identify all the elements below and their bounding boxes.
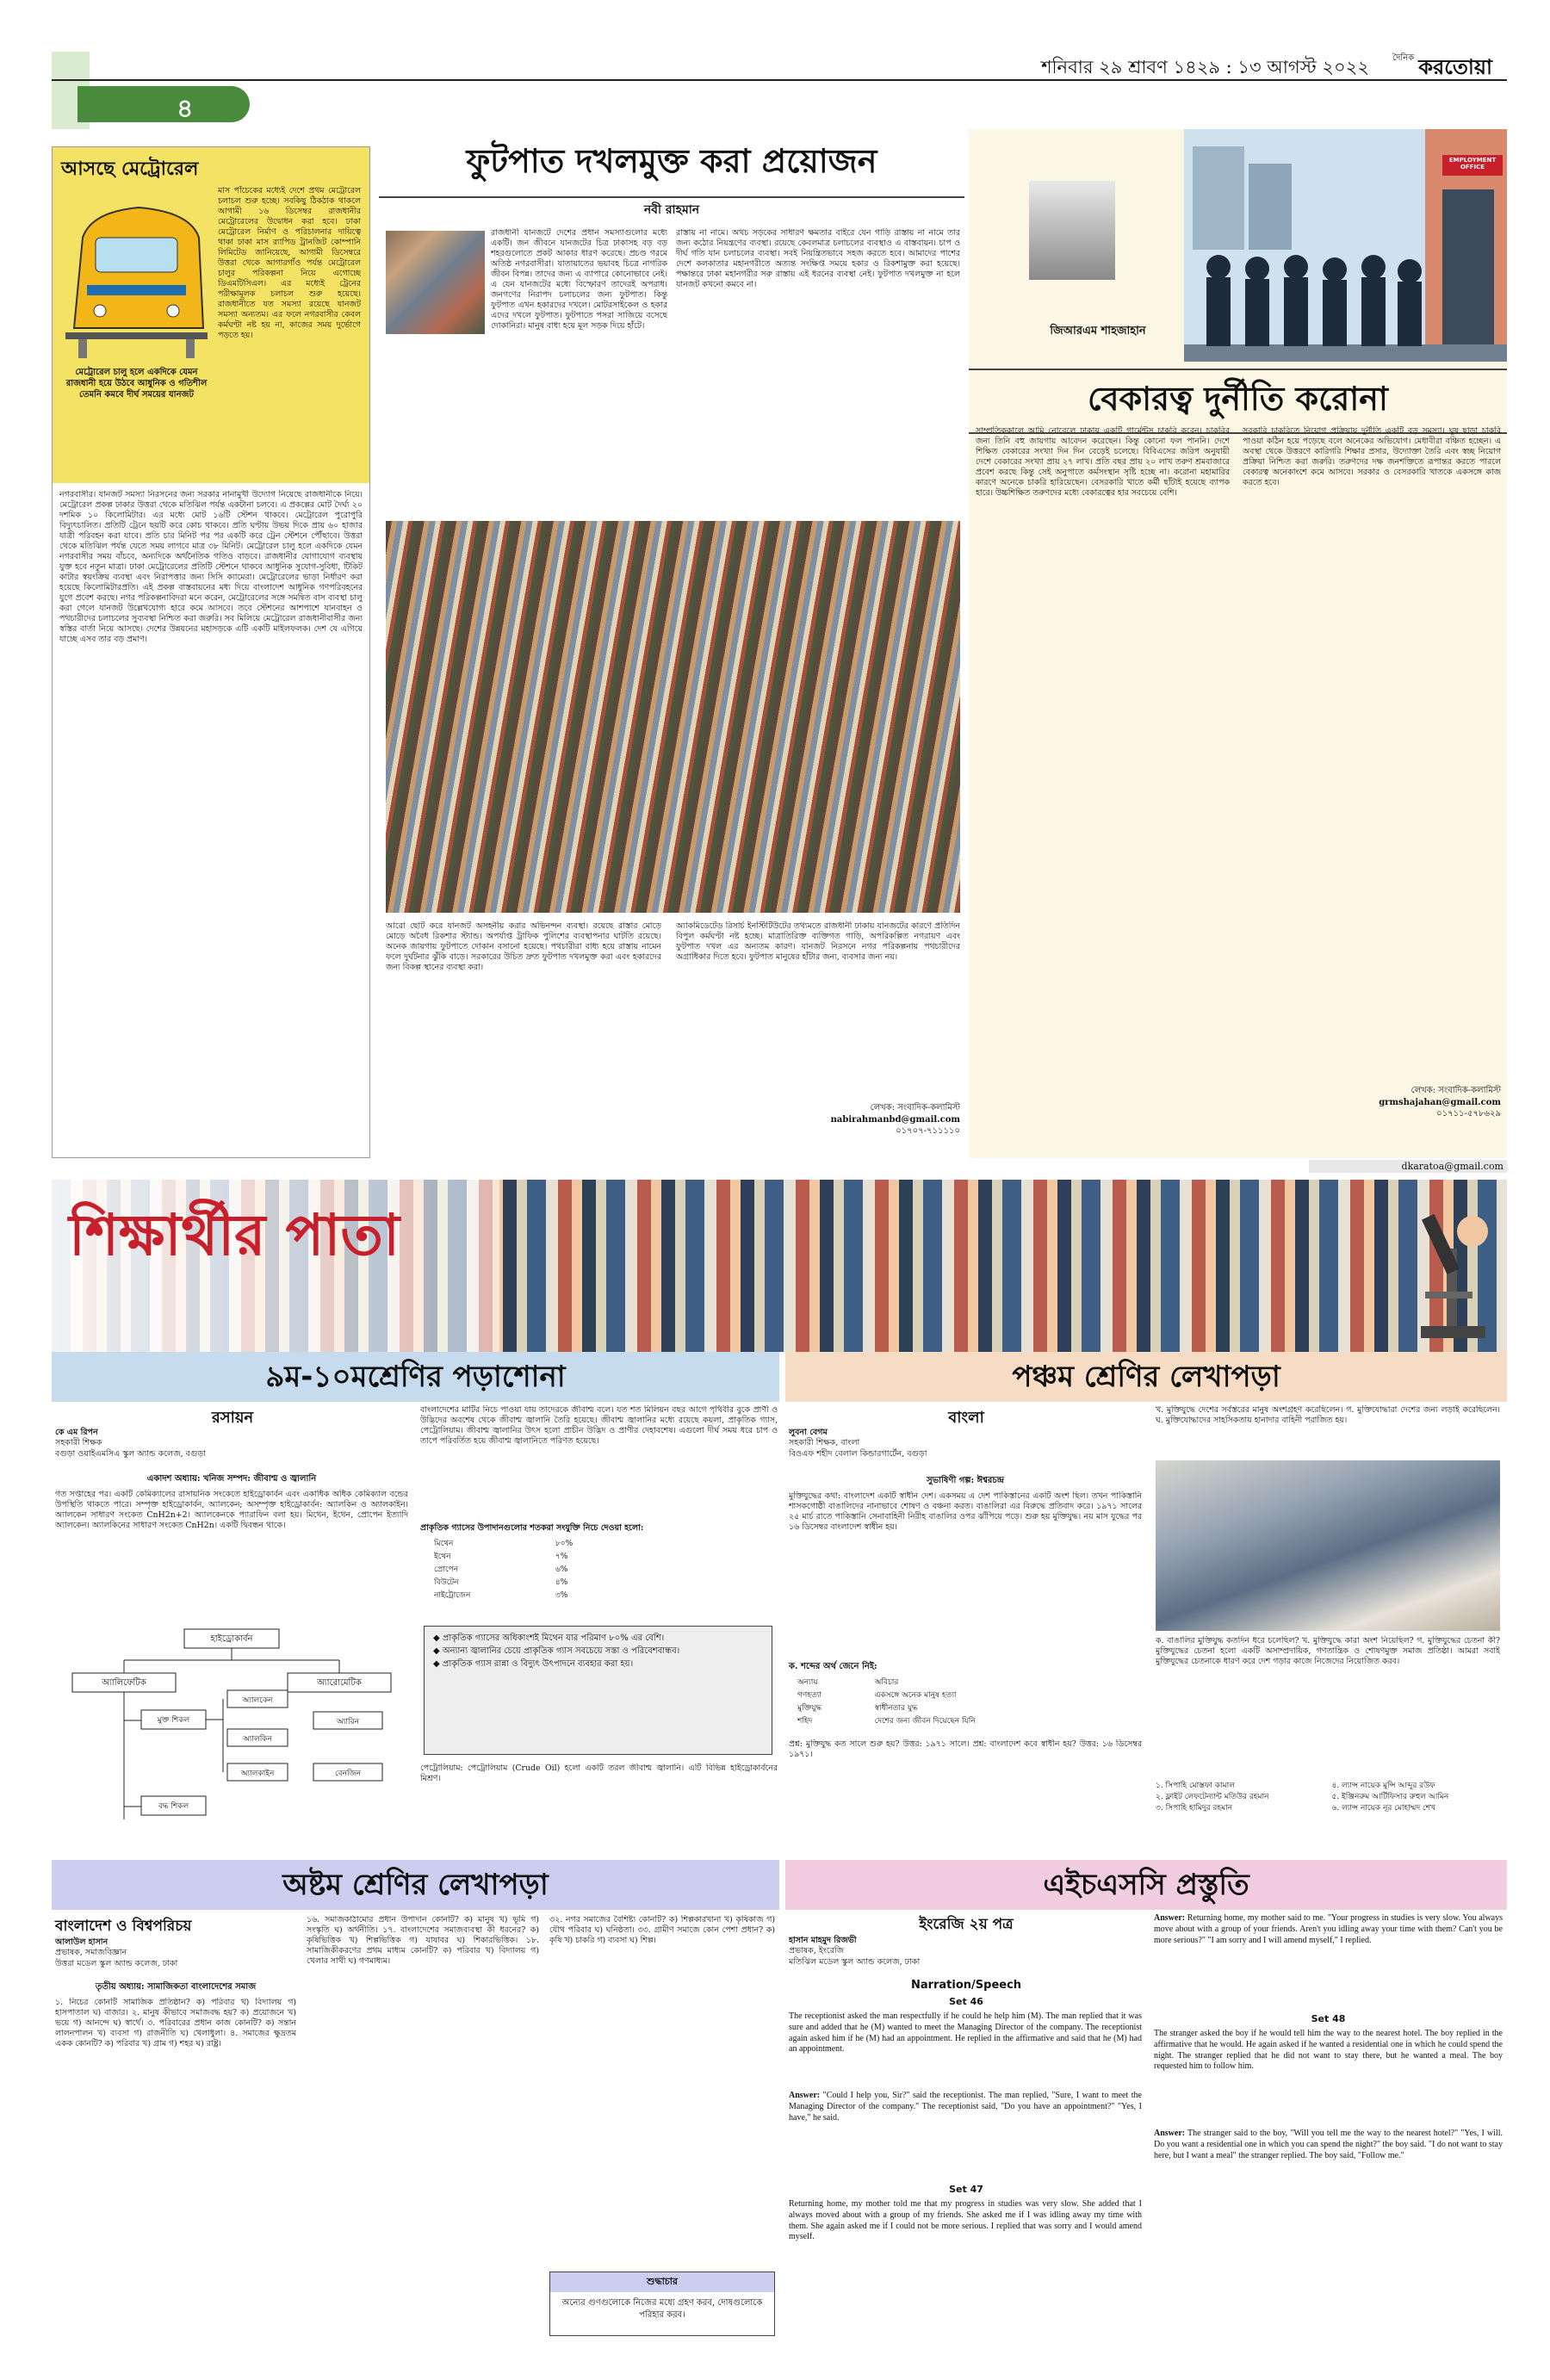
set46-title: Set 46 <box>949 1996 983 2007</box>
street-photo <box>386 521 960 913</box>
masthead <box>1378 52 1507 79</box>
flow-item-5: অ্যালকিন <box>243 1735 272 1744</box>
teacher-school: উত্তরা মডেল স্কুল অ্যান্ড কলেজ, ঢাকা <box>55 1958 178 1968</box>
gas-facts-box <box>424 1626 772 1755</box>
list-item: ১. সিপাহি মোস্তফা কামাল <box>1156 1782 1235 1790</box>
class5-teacher <box>789 1428 1142 1460</box>
table-row: মিথেন ৮০% <box>434 1540 574 1548</box>
class5-body: মুক্তিযুদ্ধের কথা: বাংলাদেশ একটি স্বাধীন দেশ। একসময় এ দেশ পাকিস্তানের একটি অংশ ছিল। তখন পাকিস্তানি শাসকগোষ্ঠী বাঙালিদের নানাভাবে শোষণ ও বঞ্চনা করত। বাঙালিরা এর বিরুদ্ধে প্রতিবাদ করে। ১৯৭১ সালের ২৫ মার্চ রাতে পাকিস্তানি সেনাবাহিনী নিরীহ বাঙালির ওপর ঝাঁপিয়ে পড়ে। শুরু হয় মুক্তিযুদ্ধ। নয় মাস যুদ্ধের পর ১৬ ডিসেম্বর বাংলাদেশ স্বাধীন হয়। <box>789 1491 1142 1533</box>
teacher-name: হাসান মাহমুদ রিজভী <box>789 1936 857 1945</box>
hsc-heading: এইচএসসি প্রস্তুতি <box>785 1860 1507 1910</box>
footpath-col3: আরো ছোট করে যানজট অসহনীয় করার অভিনন্দন ব্যবস্থা। রয়েছে রাস্তার মোড়ে মোড়ে অবৈধ রিকশার স্ট্যান্ড। অপর্যাপ্ত ট্রাফিক পুলিশের ব্যবস্থাপনার ঘাটতি রয়েছে। অনেক জায়গায় ফুটপাতে দোকান বসানো হয়েছে। পথচারীরা বাধ্য হয়ে রাস্তায় নামেন ফলে দুর্ঘটনার ঝুঁকি বাড়ে। সরকারের উচিত দ্রুত ফুটপাত দখলমুক্ত করা এবং হকারদের জন্য বিকল্প স্থানের ব্যবস্থা করা। <box>386 921 661 973</box>
web-address[interactable]: dkaratoa@gmail.com <box>1309 1160 1507 1173</box>
footpath-author: নবী রাহমান <box>643 203 700 217</box>
hsc-topic: Narration/Speech <box>910 1979 1022 1992</box>
list-item: ৬. ল্যান্স নায়েক নূর মোহাম্মদ শেখ <box>1331 1804 1435 1813</box>
list-item: ৫. ইঞ্জিনরুম আর্টিফিসার রুহুল আমিন <box>1331 1793 1449 1802</box>
hsc-section <box>785 1860 1507 2342</box>
hsc-subject: ইংরেজি ২য় পত্র <box>919 1916 1014 1933</box>
list-item: ◆ প্রাকৃতিক গ্যাসের অধিকাংশই মিথেন যার পরিমাণ ৮০% এর বেশি। <box>433 1633 665 1643</box>
set46-answer: Answer: "Could I help you, Sir?" said the receptionist. The man replied, "Sure, I want to meet the Managing Director of the company." The receptionist said, "Do you have an appointment?" "Yes, I have," he said. <box>789 2091 1142 2123</box>
flow-item-4: অ্যালকেন <box>242 1696 273 1705</box>
date-line: শনিবার ২৯ শ্রাবণ ১৪২৯ : ১৩ আগস্ট ২০২২ <box>1041 57 1369 77</box>
class8-chapter: তৃতীয় অধ্যায়: সামাজিকতা বাংলাদেশের সমাজ <box>95 1982 257 1992</box>
teacher-role: প্রভাষক, ইংরেজি <box>789 1946 845 1956</box>
class8-mcq-1: ১. নিচের কোনটি সামাজিক প্রতিষ্ঠান? ক) পরিবার খ) বিদ্যালয় গ) হাসপাতাল ঘ) বাজার। ২. মানুষ কীভাবে সমাজবদ্ধ হয়? ক) প্রয়োজনে খ) ভয়ে গ) আনন্দে ঘ) স্বার্থে। ৩. পরিবারের প্রধান কাজ কোনটি? ক) সন্তান লালনপালন খ) ব্যবসা গ) রাজনীতি ঘ) খেলাধুলা। ৪. সমাজের ক্ষুদ্রতম একক কোনটি? ক) পরিবার খ) গ্রাম গ) শহর ঘ) রাষ্ট্র। <box>55 1998 296 2049</box>
table-row: বিউটেন ৪% <box>434 1578 568 1587</box>
footpath-col2: রাস্তায় না নামে। অথচ সড়কের সাধারণ ক্ষমতার বাইরে যেন গাড়ি রাস্তায় না নামে তার জন্য কঠোর নিয়ন্ত্রণের ব্যবস্থা। রয়েছে কেবলমাত্র চলাচলের ব্যবস্থাও এ বাস্তবায়ন। চাপ ও দীর্ঘ গতি যান চলাচলের ব্যবস্থা। সবই নিয়ন্ত্রিতভাবে সহজ করতে হবে। আমাদের পাশের দেশে কলকাতার মহানগরীতে অত্যন্ত সংক্ষিপ্ত সময়ে হকার ও রিকশামুক্ত করা হয়েছে। পক্ষান্তরে ঢাকা মহানগরীর সরু রাস্তায় এই ধরনের ব্যবস্থা নেই। ফুটপাত দখলমুক্ত না হলে যানজট কখনো কমবে না। <box>676 228 960 290</box>
teacher-name: আলাউল হাসান <box>55 1937 108 1947</box>
answer-label: Answer: <box>1154 2129 1186 2138</box>
unemployment-author: জিআরএম শাহজাহান <box>1050 325 1146 338</box>
teacher-school: মতিঝিল মডেল স্কুল অ্যান্ড কলেজ, ঢাকা <box>789 1956 921 1967</box>
metro-caption: মেট্রোরেল চালু হলে একদিকে যেমন রাজধানী হয়ে উঠবে আধুনিক ও গতিশীল তেমনি কমবে দীর্ঘ সময়ের যানজট <box>65 368 208 400</box>
footpath-byline <box>676 1102 960 1137</box>
list-item: ◆ প্রাকৃতিক গ্যাস রান্না ও বিদ্যুৎ উৎপাদনে ব্যবহার করা হয়। <box>433 1659 634 1669</box>
author-photo-nabi <box>386 231 485 334</box>
flow-item-7: অ্যারিন <box>337 1718 359 1726</box>
flow-box-label: হাইড্রোকার্বন <box>210 1634 253 1644</box>
metro-title: আসছে মেট্রোরেল <box>61 158 199 180</box>
masthead-small: দৈনিক <box>1392 53 1415 63</box>
metro-body-2: নগরবাসীর। যানজট সমস্যা নিরসনের জন্য সরকার নানামুখী উদ্যোগ নিয়েছে রাজধানীকে নিয়ে। মেট্রোরেল প্রকল্প ঢাকার উত্তরা থেকে মতিঝিল পর্যন্ত একটানা চলবে। এ প্রকল্পের মোট দৈর্ঘ্য ২০ দশমিক ১০ কিলোমিটার। এর মধ্যে মোট ১৬টি স্টেশন থাকবে। মেট্রোরেল পুরোপুরি বিদ্যুৎচালিত। প্রতিটি ট্রেনে ছয়টি করে কোচ থাকবে। প্রতি ঘণ্টায় উভয় দিকে প্রায় ৬০ হাজার যাত্রী পরিবহন করা যাবে। প্রতি চার মিনিট পর পর একটি করে ট্রেন স্টেশনে পৌঁছাবে। উত্তরা থেকে মতিঝিল পর্যন্ত যেতে সময় লাগবে মাত্র ৩৮ মিনিট। মেট্রোরেল চালু হলে একদিকে যেমন নগরবাসীর সময় বাঁচবে, অন্যদিকে অর্থনৈতিক গতিও বাড়বে। রাজধানীর যোগাযোগ ব্যবস্থায় যুক্ত হবে নতুন মাত্রা। ঢাকা মেট্রোরেলের প্রতিটি স্টেশনে থাকবে আধুনিক সুযোগ-সুবিধা, টিকিট কাটার স্বয়ংক্রিয় ব্যবস্থা এবং নিরাপত্তার জন্য সিসি ক্যামেরা। মেট্রোরেলের ভাড়া নির্ধারণ করা হয়েছে কিলোমিটারপ্রতি। এই প্রকল্প বাস্তবায়নের মধ্য দিয়ে বাংলাদেশ আধুনিক গণপরিবহনের যুগে প্রবেশ করছে। নগর পরিকল্পনাবিদরা মনে করেন, মেট্রোরেলের সঙ্গে সমন্বিত বাস ব্যবস্থা চালু করা গেলে যানজট উল্লেখযোগ্য হারে কমে আসবে। তবে স্টেশনের আশপাশে যানবাহন ও পথচারীদের চলাচলের সুব্যবস্থা নিশ্চিত করা জরুরি। সব মিলিয়ে মেট্রোরেল রাজধানীবাসীর জন্য স্বস্তির বার্তা নিয়ে আসছে। দেশের উন্নয়নের মহাসড়কে এটি একটি মাইলফলক। দেশ যে এগিয়ে যাচ্ছে এসব তার বড় প্রমাণ। <box>59 490 363 645</box>
metro-body-1: মাস পাঁচেকের মধ্যেই দেশে প্রথম মেট্রোরেল চলাচল শুরু হচ্ছে। সবকিছু ঠিকঠাক থাকলে আগামী ১৬ ডিসেম্বর রাজধানীর মেট্রোরেলের উদ্বোধন করা হবে। ঢাকা মেট্রোরেল নির্মাণ ও পরিচালনার দায়িত্বে থাকা ঢাকা মাস র‌্যাপিড ট্রানজিট কোম্পানি লিমিটেড জানিয়েছে, আগামী ডিসেম্বরে উত্তরা থেকে আগারগাঁও পর্যন্ত মেট্রোরেল চালুর পরিকল্পনা নিয়ে এগোচ্ছে ডিএমটিসিএল। এর মধ্যেই ট্রেনের পরীক্ষামূলক চলাচল শুরু হয়েছে। রাজধানীতে যত সমস্যা রয়েছে যানজট সমস্যা অন্যতম। এর ফলে নগরবাসীর কেবল কর্মঘণ্টা নষ্ট হয় না, কাজের সময় দুর্ভোগে পড়তে হয়। <box>218 186 361 341</box>
footpath-col1: রাজধানী যানজটে দেশের প্রধান সমস্যাগুলোর মধ্যে একটি। জন জীবনে যানজটের চিত্র ঢাকাসহ বড় বড় শহরগুলোতে প্রকট আকার ধারণ করেছে। প্রচণ্ড গরমে অতিষ্ঠ নগরবাসীরা। যাতায়াতের ভয়াবহ চিত্রে নাগরিক জীবন বিপন্ন। তাদের জন্য এ ব্যাপারে কোনোভাবে নেই। এ যেন যানজটের মধ্যে বিস্ফোরণ তাদেরই অপরাধ। জনগণের নিরাপদ চলাচলের জন্য ফুটপাত। কিন্তু ফুটপাত এখন হকারদের দখলে। মোটরসাইকেল ও হকার এদের দখলে ফুটপাত। ফুটপাতে পসরা সাজিয়ে বসেছে দোকানিরা। মানুষ বাধ্য হয়ে মূল সড়ক দিয়ে হাঁটে। <box>491 228 667 332</box>
table-row: মুক্তিযুদ্ধ স্বাধীনতার যুদ্ধ <box>797 1704 918 1713</box>
list-item: ৪. ল্যান্স নায়েক মুন্সি আব্দুর রউফ <box>1331 1782 1435 1790</box>
set48-text: The stranger asked the boy if he would tell him the way to the nearest hotel. The boy replied in the affirmative that he would. He again asked if he wanted a residential one in which he could spend the night. The stranger replied that he did not want to stay there, but he wanted a meal. The boy requested him to follow him. <box>1154 2029 1503 2072</box>
byline-role: লেখক: সংবাদিক-কলামিস্ট <box>870 1103 960 1113</box>
flow-item-3: বদ্ধ শিকল <box>158 1802 189 1811</box>
list-item: ◆ অন্যান্য জ্বালানির চেয়ে প্রাকৃতিক গ্যাস সবচেয়ে সস্তা ও পরিবেশবান্ধব। <box>433 1646 680 1656</box>
answer-label: Answer: <box>789 2091 821 2100</box>
teacher-role: সহকারী শিক্ষক <box>55 1438 102 1448</box>
metro-train-illustration <box>61 186 212 358</box>
class5-subject: বাংলা <box>948 1409 984 1427</box>
metro-article <box>52 146 370 1158</box>
employment-office-sign: EMPLOYMENT OFFICE <box>1448 157 1497 171</box>
class8-section <box>52 1860 779 2342</box>
flow-item-8: বেনজিন <box>334 1770 362 1778</box>
footpath-title: ফুটপাত দখলমুক্ত করা প্রয়োজন <box>379 136 964 198</box>
unemployment-article <box>969 129 1507 1158</box>
unemployment-byline <box>1243 1085 1501 1120</box>
class8-subject: বাংলাদেশ ও বিশ্বপরিচয় <box>55 1918 192 1935</box>
class8-mcq-2: ১৬. সমাজকাঠামোর প্রধান উপাদান কোনটি? ক) মানুষ খ) ভূমি গ) সংস্কৃতি ঘ) অর্থনীতি। ১৭. বাংলাদেশের সমাজব্যবস্থা কী ধরনের? ক) কৃষিভিত্তিক খ) শিল্পভিত্তিক গ) যাযাবর ঘ) শিকারভিত্তিক। ১৮. সামাজিকীকরণের প্রথম মাধ্যম কোনটি? ক) পরিবার খ) বিদ্যালয় গ) খেলার সাথী ঘ) গণমাধ্যম। <box>307 1915 539 1967</box>
unemployment-title: বেকারত্ব দুর্নীতি করোনা <box>969 369 1507 434</box>
banner-title: শিক্ষার্থীর পাতা <box>69 1202 400 1268</box>
class8-heading: অষ্টম শ্রেণির লেখাপড়া <box>52 1860 779 1910</box>
employment-illustration <box>1184 129 1507 362</box>
class910-body-right: বাংলাদেশের মাটির নিচে পাওয়া যায় তাদেরকে জীবাশ্ম বলে। যত শত মিলিয়ন বছর আগে পৃথিবীর বুকে প্রাণী ও উদ্ভিদের অবশেষ থেকে জীবাশ্ম জ্বালানি তৈরি হয়েছে। জীবাশ্ম জ্বালানির মধ্যে রয়েছে কয়লা, প্রাকৃতিক গ্যাস, পেট্রোলিয়াম। জীবাশ্ম জ্বালানির উৎস হলো প্রাচীন উদ্ভিদ ও প্রাণীর দেহাবশেষ। এগুলো দীর্ঘ সময় ধরে চাপ ও তাপে পরিবর্তিত হয়ে জীবাশ্ম জ্বালানিতে পরিণত হয়েছে। <box>420 1405 778 1447</box>
class5-chapter: সুভাষিণী গল্প: ঈশ্বরচন্দ্র <box>927 1476 1004 1485</box>
byline-phone: ০১৭১১-৫৭৮৬২৯ <box>1436 1109 1501 1119</box>
student-banner <box>52 1180 1507 1352</box>
class8-teacher <box>55 1937 296 1969</box>
teacher-name: লুবনা বেগম <box>789 1428 828 1437</box>
flow-item-0: মুক্ত শিকল <box>157 1716 190 1725</box>
students-studying-photo <box>1156 1460 1500 1631</box>
integrity-box-title: শুদ্ধাচার <box>550 2272 774 2292</box>
flow-item-6: অ্যালকাইন <box>240 1770 275 1778</box>
list-item: ৩. সিপাহি হামিদুর রহমান <box>1156 1804 1233 1813</box>
table-row: শহিদ দেশের জন্য জীবন দিয়েছেন যিনি <box>797 1717 976 1726</box>
page-number-badge <box>78 86 250 122</box>
gas-table-title: প্রাকৃতিক গ্যাসের উপাদানগুলোর শতকরা সংযুক্তি নিচে দেওয়া হলো: <box>420 1523 644 1533</box>
class910-tail: পেট্রোলিয়াম: পেট্রোলিয়াম (Crude Oil) হলো একটি তরল জীবাশ্ম জ্বালানি। এটি বিভিন্ন হাইড্রোকার্বনের মিশ্রণ। <box>420 1763 778 1784</box>
class5-questions: প্রশ্ন: মুক্তিযুদ্ধ কত সালে শুরু হয়? উত্তর: ১৯৭১ সালে। প্রশ্ন: বাংলাদেশ কবে স্বাধীন হয়? উত্তর: ১৬ ডিসেম্বর ১৯৭১। <box>789 1739 1142 1760</box>
unemployment-col1: সাম্প্রতিককালে আমি নোবেলে ঢাকায় একটি গার্মেন্টস চাকরি করেন। চাকরির জন্য তিনি বহু জায়গায় আবেদন করেছেন। কিন্তু কোনো ফল পাননি। দেশে শিক্ষিত বেকারের সংখ্যা দিন দিন বেড়েই চলেছে। বিবিএসের জরিপ অনুযায়ী দেশে বেকারের সংখ্যা প্রায় ২৭ লাখ। প্রতি বছর প্রায় ২০ লাখ তরুণ শ্রমবাজারে প্রবেশ করছে কিন্তু সেই অনুপাতে কর্মসংস্থান সৃষ্টি হচ্ছে না। করোনা মহামারির কারণে অনেকে চাকরি হারিয়েছেন। বেসরকারি খাতে কর্মী ছাঁটাই হয়েছে ব্যাপক হারে। উচ্চশিক্ষিত তরুণদের মধ্যে বেকারত্বের হার সবচেয়ে বেশি। <box>976 426 1230 499</box>
class5-section <box>785 1352 1507 1856</box>
class910-chapter: একাদশ অধ্যায়: খনিজ সম্পদ: জীবাশ্ম ও জ্বালানি <box>146 1474 317 1484</box>
teacher-school: বগুড়া ওয়াইএমসিএ স্কুল অ্যান্ড কলেজ, বগুড়া <box>55 1448 206 1459</box>
hsc-teacher <box>789 1936 1142 1968</box>
teacher-school: বিওএফ শহীদ বেলাল কিন্ডারগার্টেন, বগুড়া <box>789 1448 927 1459</box>
table-row: প্রোপেন ৬% <box>434 1565 568 1574</box>
class5-heading: পঞ্চম শ্রেণির লেখাপড়া <box>785 1352 1507 1402</box>
metro-box <box>53 147 369 483</box>
byline-role: লেখক: সংবাদিক-কলামিস্ট <box>1410 1086 1501 1095</box>
microscope-icon <box>1404 1197 1498 1343</box>
teacher-role: প্রভাষক, সমাজবিজ্ঞান <box>55 1948 127 1958</box>
byline-email[interactable]: grmshajahan@gmail.com <box>1379 1097 1501 1107</box>
footpath-col4: অ্যাকমিডেটেড রিসার্চ ইনস্টিটিউটের তথ্যমতে রাজধানী ঢাকায় যানজটের কারণে প্রতিদিন বিপুল কর্মঘণ্টা নষ্ট হচ্ছে। মাত্রাতিরিক্ত ব্যক্তিগত গাড়ি, অপরিকল্পিত নগরায়ণ এবং ফুটপাত দখল এর অন্যতম কারণ। যানজট নিরসনে নগর পরিকল্পনায় পথচারীদের অগ্রাধিকার দিতে হবে। ফুটপাত মানুষের হাঁটার জন্য, ব্যবসার জন্য নয়। <box>676 921 960 963</box>
page-number: ৪ <box>177 94 194 124</box>
teacher-role: সহকারী শিক্ষক, বাংলা <box>789 1438 860 1448</box>
table-row: নাইট্রোজেন ৩% <box>434 1591 568 1600</box>
class910-subject: রসায়ন <box>211 1409 254 1427</box>
integrity-box <box>549 2272 775 2336</box>
byline-phone: ০১৭০৭-৭১১১১০ <box>896 1126 960 1136</box>
set47-answer: Answer: Returning home, my mother said to me. "Your progress in studies is very slow. You always move about with a group of your friends. Aren't you idling away your time with them? Can't you be more serious?" "I am sorry and I will amend myself," I replied. <box>1154 1913 1503 1945</box>
set48-answer: Answer: The stranger said to the boy, "Will you tell me the way to the nearest hotel?" "Yes, I will. Do you want a residential one in which you can spend the night?" the boy said. "I do not want to stay here, but I want a meal" the stranger replied. The boy said, "Follow me." <box>1154 2129 1503 2160</box>
class910-heading: ৯ম-১০মশ্রেণির পড়াশোনা <box>52 1352 779 1402</box>
table-row: ইথেন ৭% <box>434 1553 568 1561</box>
set47-title: Set 47 <box>949 2184 983 2195</box>
list-item: ২. ফ্লাইট লেফটেন্যান্ট মতিউর রহমান <box>1156 1793 1269 1802</box>
class910-teacher <box>55 1428 408 1460</box>
set48-title: Set 48 <box>1311 2013 1346 2024</box>
gas-table <box>431 1537 620 1602</box>
unemployment-col2: সরকারি চাকরিতে নিয়োগ প্রক্রিয়ায় দুর্নীতি একটি বড় সমস্যা। ঘুষ ছাড়া চাকরি পাওয়া কঠিন হয়ে পড়েছে বলে অনেকের অভিযোগ। মেধাবীরা বঞ্চিত হচ্ছেন। এ অবস্থা থেকে উত্তরণে কারিগরি শিক্ষার প্রসার, উদ্যোক্তা তৈরি এবং স্বচ্ছ নিয়োগ প্রক্রিয়া নিশ্চিত করা জরুরি। তরুণদের দক্ষ জনশক্তিতে রূপান্তর করতে পারলে বেকারত্ব অনেকাংশে কমে আসবে। সরকার ও বেসরকারি খাতকে একসঙ্গে কাজ করতে হবে। <box>1243 426 1501 488</box>
answer-label: Answer: <box>1154 1913 1186 1923</box>
class910-body-left: গত সপ্তাহের পর। একটি কেমিক্যালের রাসায়নিক সংকেতে হাইড্রোকার্বন এবং একাধিক অধিক কেমিক্যাল বন্ডের উপস্থিতি থাকতে পারে। সম্পৃক্ত হাইড্রোকার্বন, অ্যালকেন; অসম্পৃক্ত হাইড্রোকার্বন: অ্যালকিন ও অ্যালকাইন। অ্যালকেন সাধারণ সংকেত CnH2n+2। অ্যালকেনকে প্যারাফিন বলা হয়। মিথেন, ইথেন, প্রোপেন ইত্যাদি অ্যালকেন। অ্যালকিনের সাধারণ সংকেত CnH2n। একটি দ্বিবন্ধন থাকে। <box>55 1490 408 1531</box>
author-photo-shahjahan <box>1029 181 1115 280</box>
class5-right-body: ক. বাঙালির মুক্তিযুদ্ধ কতদিন ধরে চলেছিল? খ. মুক্তিযুদ্ধে কারা অংশ নিয়েছিল? গ. মুক্তিযুদ্ধের চেতনা কী? মুক্তিযুদ্ধের চেতনা হলো একটি অসাম্প্রদায়িক, গণতান্ত্রিক ও শোষণমুক্ত সমাজ প্রতিষ্ঠা। আমরা সবাই মুক্তিযুদ্ধের চেতনাকে ধারণ করে দেশ গড়ার কাজে নিজেদের নিয়োজিত করব। <box>1156 1636 1500 1667</box>
hydrocarbon-diagram <box>55 1626 408 1841</box>
teacher-name: কে এম রিপন <box>55 1428 98 1437</box>
set47-text: Returning home, my mother told me that my progress in studies was very slow. She added that I always moved about with a group of my friends. She asked me if I was idling away my time with them. She again asked me if I could not be more serious. I replied that was sorry and I would amend myself. <box>789 2199 1142 2242</box>
class8-mcq-3: ৩২. নগর সমাজের বৈশিষ্ট্য কোনটি? ক) শিল্পকারখানা খ) কৃষিকাজ গ) যৌথ পরিবার ঘ) ঘনিষ্ঠতা। ৩৩. গ্রামীণ সমাজে কোন পেশা প্রধান? ক) কৃষি খ) চাকরি গ) ব্যবসা ঘ) শিল্প। <box>549 1915 775 1946</box>
flow-right-label: অ্যারোমেটিক <box>317 1678 362 1688</box>
table-row: অন্যায় অবিচার <box>797 1678 899 1687</box>
class5-names <box>1156 1781 1500 1850</box>
masthead-title: করতোয়া <box>1418 55 1492 79</box>
set46-text: The receptionist asked the man respectfully if he could he help him (M). The man replied that it was sure and added that he (M) wanted to meet the Managing Director of the company. The receptionist again asked him if he (M) had an appointment. He replied in the affirmative and said that he (M) had an appointment. <box>789 2011 1142 2055</box>
class5-q-heading: ক. শব্দের অর্থ জেনে নিই: <box>789 1662 877 1671</box>
class910-section <box>52 1352 779 1856</box>
word-meaning-table <box>794 1676 1138 1727</box>
table-row: গণহত্যা একসঙ্গে অনেক মানুষ হত্যা <box>797 1691 957 1700</box>
class5-right-top: খ. মুক্তিযুদ্ধে দেশের সর্বস্তরের মানুষ অংশগ্রহণ করেছিলেন। গ. মুক্তিযোদ্ধারা দেশের জন্য লড়াই করেছিলেন। ঘ. মুক্তিযোদ্ধাদের সাহসিকতায় হানাদার বাহিনী পরাজিত হয়। <box>1156 1405 1500 1426</box>
byline-email[interactable]: nabirahmanbd@gmail.com <box>830 1114 960 1125</box>
integrity-box-text: অন্যের গুণগুলোকে নিজের মধ্যে গ্রহণ করব, দোষগুলোকে পরিহার করব। <box>561 2298 763 2320</box>
flow-left-label: অ্যালিফেটিক <box>102 1678 146 1688</box>
footpath-article <box>379 129 964 1158</box>
page-header <box>52 52 1507 129</box>
